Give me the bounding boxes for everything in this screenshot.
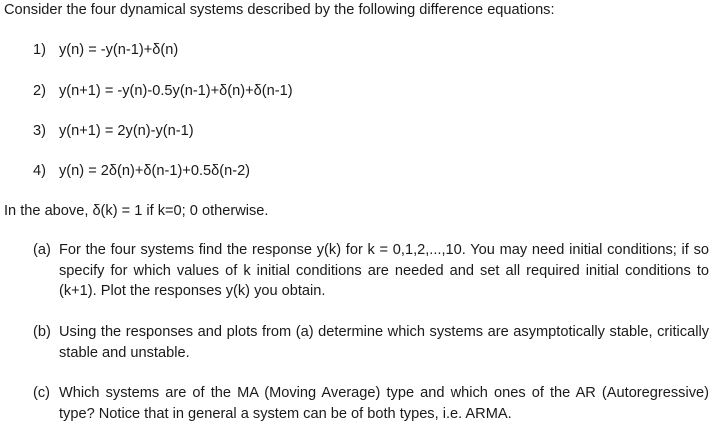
equation-number: 1) bbox=[33, 42, 46, 58]
part-text: Which systems are of the MA (Moving Average) type and which ones of the AR (Autoregressive) type? Notice that in general a system can be of both types, i.e. ARMA. bbox=[59, 385, 709, 422]
part-text: For the four systems find the response y(k) for k = 0,1,2,...,10. You may need initial conditions; if so specify for which values of k initial conditions are needed and set all required initial conditions to (k+1). Plot the responses y(k) you obtain. bbox=[59, 242, 709, 299]
equation-text: y(n+1) = -y(n)-0.5y(n-1)+δ(n)+δ(n-1) bbox=[59, 83, 293, 99]
equation-1 bbox=[33, 41, 178, 59]
intro-text: Consider the four dynamical systems described by the following difference equations: bbox=[4, 2, 555, 18]
question-part-c bbox=[33, 383, 709, 424]
part-label: (b) bbox=[33, 324, 51, 340]
part-label: (a) bbox=[33, 242, 51, 258]
equation-number: 3) bbox=[33, 123, 46, 139]
part-label: (c) bbox=[33, 385, 51, 401]
equation-number: 2) bbox=[33, 83, 46, 99]
equation-text: y(n+1) = 2y(n)-y(n-1) bbox=[59, 123, 194, 139]
equation-text: y(n) = -y(n-1)+δ(n) bbox=[59, 42, 179, 58]
equation-text: y(n) = 2δ(n)+δ(n-1)+0.5δ(n-2) bbox=[59, 163, 251, 179]
equation-4 bbox=[33, 162, 250, 180]
equation-number: 4) bbox=[33, 163, 46, 179]
question-part-a bbox=[33, 240, 709, 302]
question-part-b bbox=[33, 322, 709, 363]
delta-definition-note: In the above, δ(k) = 1 if k=0; 0 otherwise. bbox=[4, 203, 269, 219]
equation-3 bbox=[33, 122, 194, 140]
equation-2 bbox=[33, 82, 293, 100]
part-text: Using the responses and plots from (a) determine which systems are asymptotically stable, critically stable and unstable. bbox=[59, 324, 709, 361]
